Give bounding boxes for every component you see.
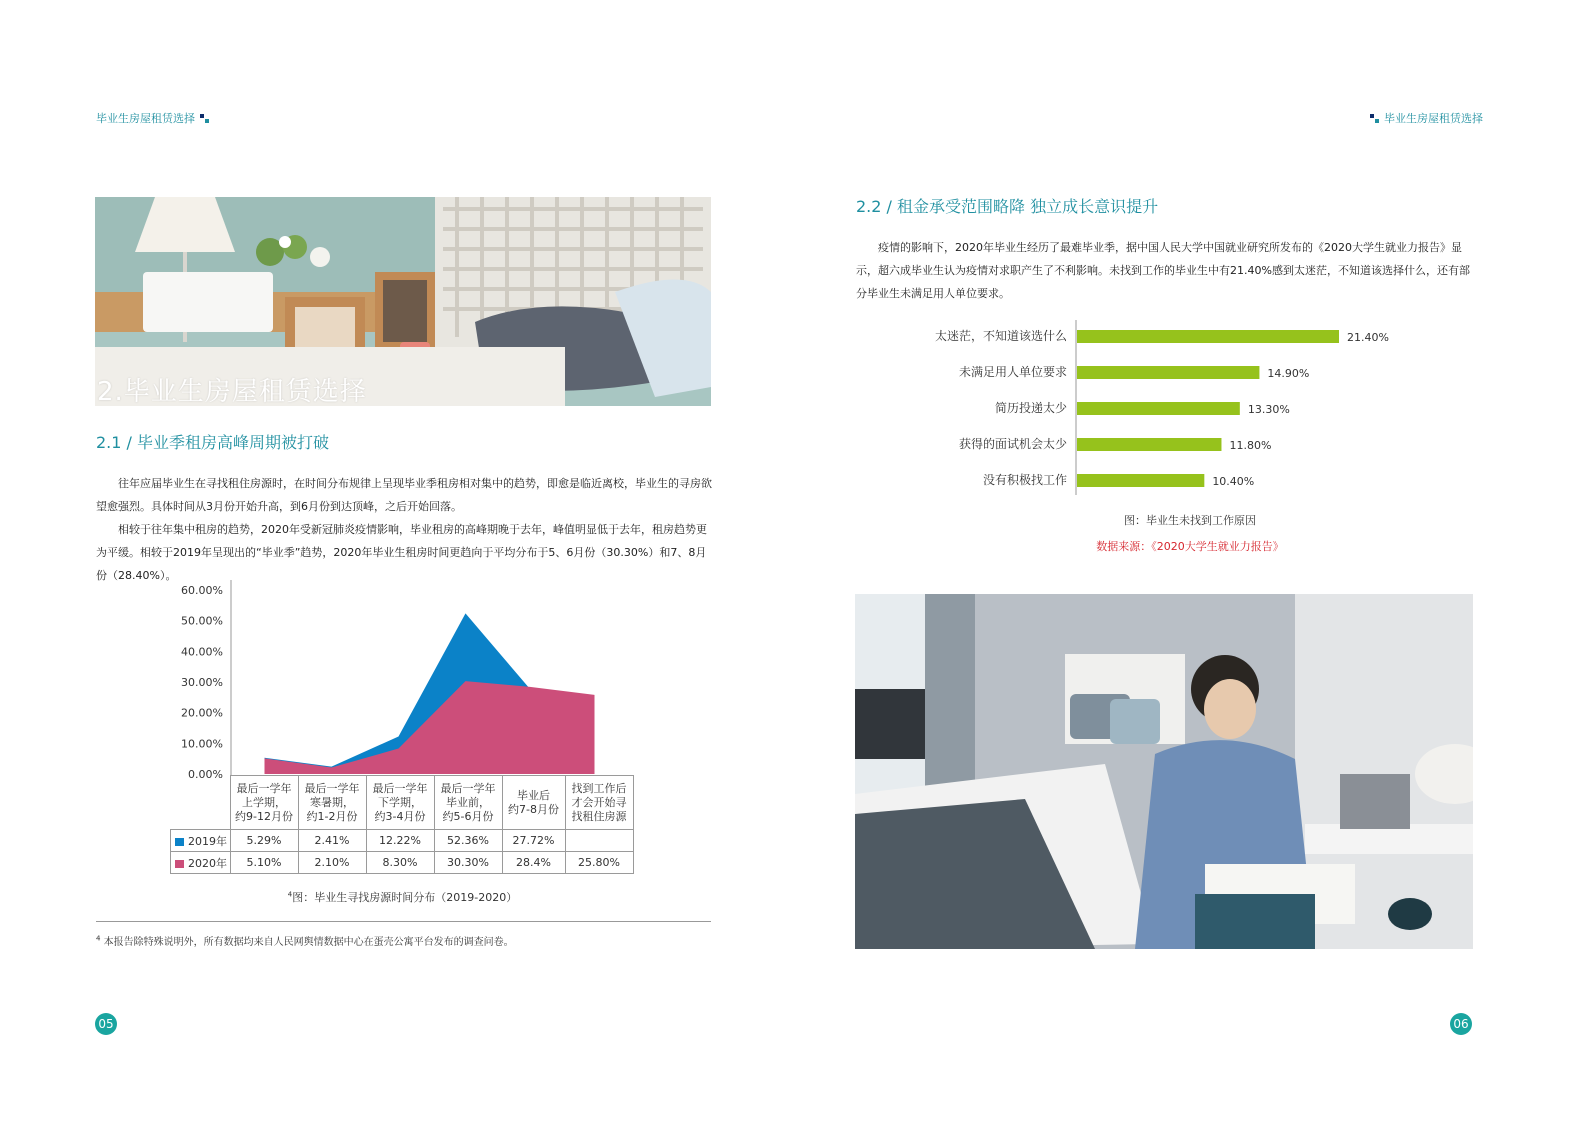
left-chart-caption: $^4$图：毕业生寻找房源时间分布（2019-2020） [287, 890, 518, 904]
bar-value-label: 11.80% [1229, 439, 1272, 452]
left-body-text [96, 472, 712, 587]
y-tick-label: 10.00% [181, 737, 223, 751]
table-row [171, 852, 634, 874]
paragraph: 往年应届毕业生在寻找租住房源时，在时间分布规律上呈现毕业季租房相对集中的趋势，即愈是临近离校，毕业生的寻房欲望愈强烈。具体时间从3月份开始升高，到6月份到达顶峰，之后开始回落。 [96, 477, 712, 513]
legend-swatch-2020 [175, 860, 184, 868]
category-label: 最后一学年 上学期， 约9-12月份 [235, 781, 293, 823]
bar [1077, 474, 1204, 487]
header-right-text: 毕业生房屋租赁选择 [1384, 112, 1483, 125]
cell: 2.10% [298, 852, 366, 874]
header-square-icon [1370, 114, 1379, 123]
category-label: 最后一学年 寒暑期， 约1-2月份 [304, 781, 360, 823]
running-header-right [1370, 110, 1483, 126]
header-left-text: 毕业生房屋租赁选择 [96, 112, 195, 125]
bar [1077, 330, 1339, 343]
footnote-divider [96, 921, 711, 922]
category-label: 最后一学年 下学期， 约3-4月份 [372, 781, 428, 823]
cell: 5.29% [230, 830, 298, 852]
legend-swatch-2019 [175, 838, 184, 846]
legend-2019: 2019年 [171, 830, 231, 852]
running-header-left [96, 110, 209, 126]
job-reasons-bar-chart [870, 318, 1430, 498]
header-square-icon [200, 114, 209, 123]
bar-value-label: 13.30% [1247, 403, 1290, 416]
legend-2020: 2020年 [171, 852, 231, 874]
y-tick-label: 20.00% [181, 706, 223, 720]
cell: 28.4% [502, 852, 565, 874]
bar [1077, 366, 1259, 379]
section-title-2-2: 2.2 / 租金承受范围略降 独立成长意识提升 [856, 197, 1159, 216]
bar [1077, 438, 1221, 451]
footnote: $^4$ 本报告除特殊说明外，所有数据均来自人民网舆情数据中心在蛋壳公寓平台发布的调查问卷。 [96, 934, 514, 948]
y-tick-label: 60.00% [181, 584, 223, 597]
cell: 52.36% [434, 830, 502, 852]
category-header [434, 776, 502, 830]
table-corner [171, 776, 231, 830]
y-tick-label: 0.00% [188, 768, 223, 780]
data-source: 数据来源：《2020大学生就业力报告》 [1096, 540, 1284, 553]
cell: 5.10% [230, 852, 298, 874]
page-number-left: 05 [95, 1013, 117, 1035]
bar-category-label: 未满足用人单位要求 [958, 365, 1067, 379]
section-title-2-1: 2.1 / 毕业季租房高峰周期被打破 [96, 433, 330, 452]
category-header [502, 776, 565, 830]
table-row [171, 830, 634, 852]
paragraph: 相较于往年集中租房的趋势，2020年受新冠肺炎疫情影响，毕业租房的高峰期晚于去年，峰值明显低于去年，租房趋势更为平缓。相较于2019年呈现出的“毕业季”趋势，2020年毕业生租房时间更趋向于平均分布于5、6月份（30.30%）和7、8月份（28.40%）。 [96, 523, 707, 582]
cell: 25.80% [565, 852, 633, 874]
bar-category-label: 获得的面试机会太少 [958, 437, 1067, 451]
category-header [366, 776, 434, 830]
bar-category-label: 太迷茫，不知道该选什么 [934, 329, 1067, 343]
right-body-text: 疫情的影响下，2020年毕业生经历了最难毕业季，据中国人民大学中国就业研究所发布的《2020大学生就业力报告》显示，超六成毕业生认为疫情对求职产生了不利影响。未找到工作的毕业生中有21.40%感到太迷茫，不知道该选择什么，还有部分毕业生未满足用人单位要求。 [856, 241, 1470, 300]
category-label: 找到工作后 才会开始寻 找租住房源 [571, 781, 627, 823]
rental-time-table [170, 775, 634, 874]
page-number-right: 06 [1450, 1013, 1472, 1035]
y-tick-label: 50.00% [181, 614, 223, 628]
photo-title: 2.毕业生房屋租赁选择 [97, 377, 367, 406]
y-tick-label: 40.00% [181, 645, 223, 659]
category-label: 最后一学年 毕业前， 约5-6月份 [440, 781, 496, 823]
student-photo [855, 594, 1473, 949]
bar [1077, 402, 1240, 415]
cell: 2.41% [298, 830, 366, 852]
cell: 30.30% [434, 852, 502, 874]
category-label: 毕业后 约7-8月份 [508, 788, 559, 816]
bedroom-photo [95, 197, 711, 406]
bar-category-label: 没有积极找工作 [982, 473, 1067, 487]
cell: 27.72% [502, 830, 565, 852]
bar-value-label: 14.90% [1267, 367, 1310, 380]
category-header [298, 776, 366, 830]
cell [565, 830, 633, 852]
y-tick-label: 30.00% [181, 676, 223, 689]
bar-category-label: 简历投递太少 [994, 401, 1067, 415]
cell: 12.22% [366, 830, 434, 852]
category-header [565, 776, 633, 830]
bar-value-label: 21.40% [1347, 331, 1389, 344]
category-header [230, 776, 298, 830]
cell: 8.30% [366, 852, 434, 874]
right-chart-caption: 图：毕业生未找到工作原因 [1124, 514, 1256, 527]
rental-time-area-chart [170, 580, 650, 780]
bar-value-label: 10.40% [1212, 475, 1255, 488]
